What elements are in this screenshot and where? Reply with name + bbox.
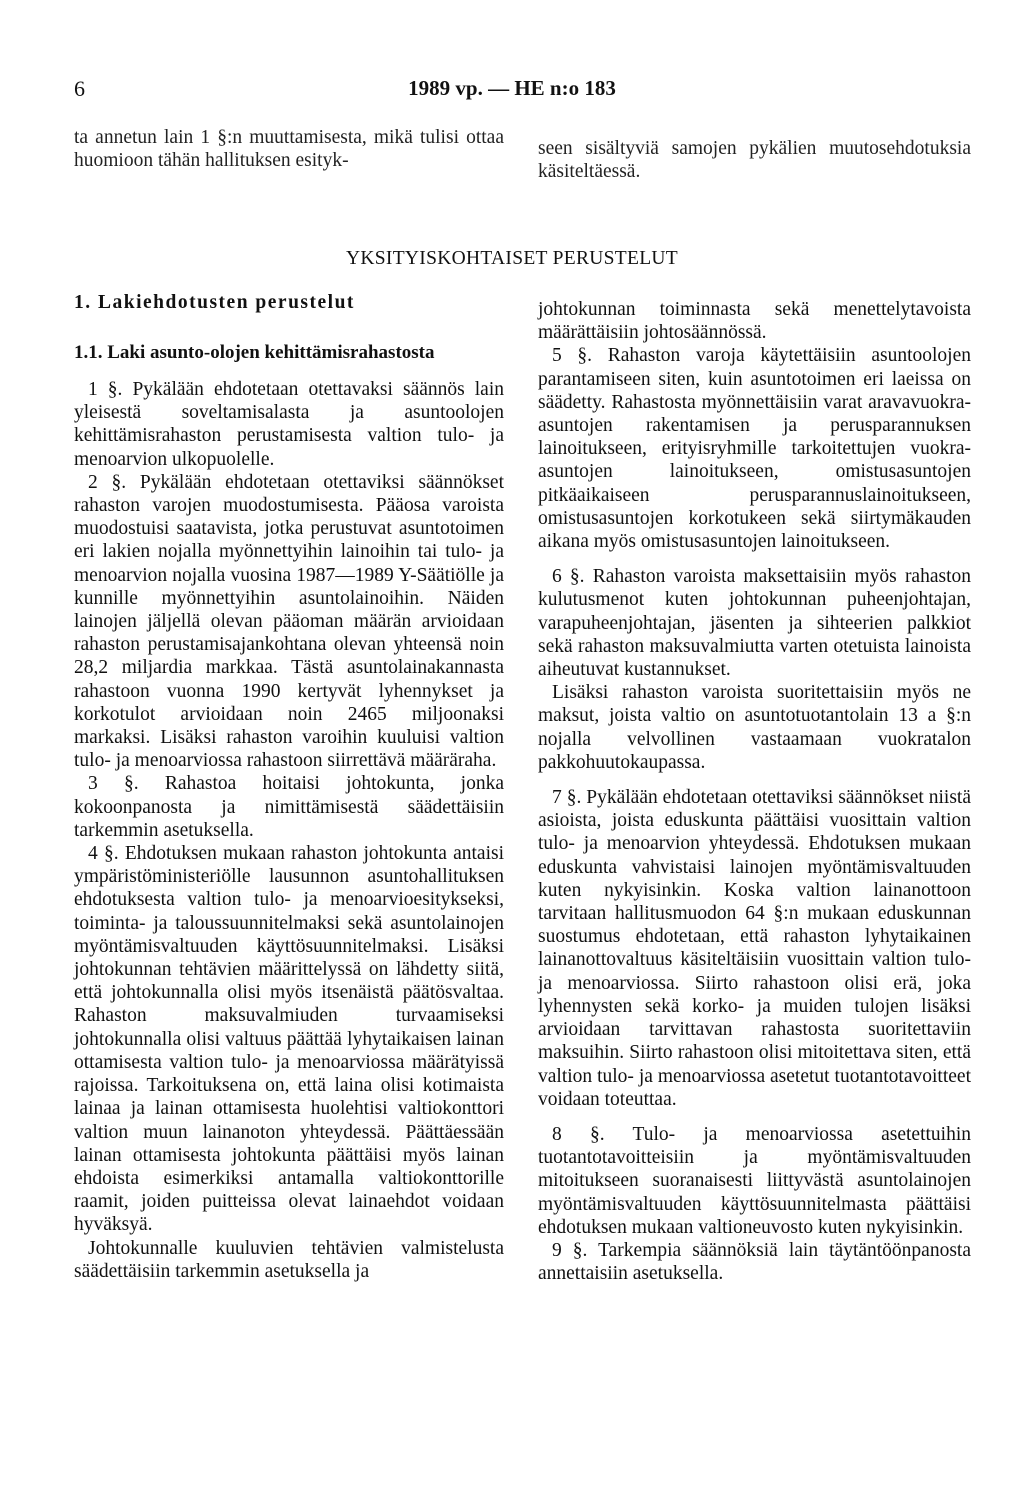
section-title: YKSITYISKOHTAISET PERUSTELUT	[345, 248, 679, 269]
intro-right-column	[538, 137, 971, 183]
paragraph-3-pykala: 3 §. Rahastoa hoitaisi johtokunta, jonka kokoonpanosta ja nimittämisestä säädettäisiin tarkemmin asetuksella.	[74, 773, 504, 841]
paragraph-1-pykala: 1 §. Pykälään ehdotetaan otettavaksi säännös lain yleisestä soveltamisalasta ja asuntoolojen kehittämisrahaston perustamisesta valtion tulo- ja menoarvion ulkopuolelle.	[74, 379, 504, 470]
paragraph-johtokunnalle: Johtokunnalle kuuluvien tehtävien valmistelusta säädettäisiin tarkemmin asetuksella ja	[74, 1237, 504, 1282]
paragraph-lisaksi: Lisäksi rahaston varoista suoritettaisiin myös ne maksut, joista valtio on asuntotuotantolain 13 a §:n nojalla velvollinen vastaamaan vuokratalon pakkohuutokaupassa.	[538, 682, 971, 773]
left-column	[74, 378, 504, 1283]
paragraph-5-pykala: 5 §. Rahaston varoja käytettäisiin asuntoolojen parantamiseen siten, kuin asuntotoimen eri laeissa on säädetty. Rahastosta myönnettäisiin varat aravavuokra-asuntojen rakentamisen ja perusparannuksen lainoitukseen, erityisryhmille tarkoitettujen vuokra-asuntojen lainoitukseen, omistusasuntojen pitkäaikaiseen perusparannuslainoitukseen, omistusasuntojen korkotukeen sekä siirtymäkauden aikana myös omistusasuntojen lainoitukseen.	[538, 345, 971, 553]
paragraph-4-pykala: 4 §. Ehdotuksen mukaan rahaston johtokunta antaisi ympäristöministeriölle lausunnon asuntohallituksen ehdotuksesta valtion tulo- ja menoarvioesitykseksi, toiminta- ja taloussuunnitelmaksi sekä asuntolainojen myöntämisvaltuuden käyttösuunnitelmaksi. Lisäksi johtokunnan tehtävien määrittelyssä on lähdetty siitä, että johtokunnalla olisi myös itsenäistä päätösvaltaa. Rahaston maksuvalmiuden turvaamiseksi johtokunnalla olisi valtuus päättää lyhytaikaisen lainan ottamisesta valtion tulo- ja menoarviossa määrätyissä rajoissa. Tarkoituksena on, että laina olisi kotimaista lainaa ja lainan ottamisesta huolehtisi valtiokonttori valtion muun lainanoton yhteydessä. Päättäessään lainan ottamisesta johtokunta päättäisi myös lainan ehdoista esimerkiksi antamalla valtiokonttorille raamit, joiden puitteissa olevat lainaehdot voidaan hyväksyä.	[74, 843, 504, 1236]
paragraph-johtokunnan-toiminnasta: johtokunnan toiminnasta sekä menettelytavoista määrättäisiin johtosäännössä.	[538, 299, 971, 344]
paragraph-6-pykala: 6 §. Rahaston varoista maksettaisiin myös rahaston kulutusmenot kuten johtokunnan puheenjohtajan, varapuheenjohtajan, jäsenten ja sihteerien palkkiot sekä rahaston maksuvalmiutta varten otetuista lainoista aiheutuvat kustannukset.	[538, 566, 971, 681]
paragraph-2-pykala: 2 §. Pykälään ehdotetaan otettaviksi säännökset rahaston varojen muodostumisesta. Pääosa varoista muodostuisi saatavista, jotka perustuvat asuntotoimen eri lakien nojalla myönnettyihin lainoihin tai tulo- ja menoarvion nojalla vuosina 1987—1989 Y-Säätiölle ja kunnille myönnettyihin asuntolainoihin. Näiden lainojen jäljellä olevan pääoman määrän arvioidaan rahaston perustamisajankohtana olevan yhteensä noin 28,2 miljardia markkaa. Tästä asuntolainakannasta rahastoon vuonna 1990 kertyvät lyhennykset ja korkotulot arvioidaan noin 2465 miljoonaksi markaksi. Lisäksi rahaston varoihin kuuluisi valtion tulo- ja menoarviossa rahastoon siirrettävä määräraha.	[74, 471, 504, 772]
running-header: 1989 vp. — HE n:o 183	[408, 76, 616, 100]
page-number: 6	[74, 76, 85, 101]
heading-laki-asunto-olojen: 1.1. Laki asunto-olojen kehittämisrahastosta	[74, 342, 435, 363]
intro-right-text: seen sisältyviä samojen pykälien muutosehdotuksia käsiteltäessä.	[538, 138, 971, 183]
intro-left-text: ta annetun lain 1 §:n muuttamisesta, mikä tulisi ottaa huomioon tähän hallituksen esityk-	[74, 127, 504, 172]
paragraph-9-pykala: 9 §. Tarkempia säännöksiä lain täytäntöönpanosta annettaisiin asetuksella.	[538, 1239, 971, 1285]
paragraph-8-pykala: 8 §. Tulo- ja menoarviossa asetettuihin tuotantotavoitteisiin ja myöntämisvaltuuden mitoitukseen suoranaisesti liittyvästä asuntolainojen myöntämisvaltuuden käyttösuunnitelmasta päättäisi ehdotuksen mukaan valtioneuvosto kuten nykyisinkin.	[538, 1123, 971, 1238]
intro-left-column	[74, 126, 504, 172]
right-column	[538, 298, 971, 1285]
heading-lakiehdotusten-perustelut: 1. Lakiehdotusten perustelut	[74, 292, 355, 313]
paragraph-7-pykala: 7 §. Pykälään ehdotetaan otettaviksi säännökset niistä asioista, joista eduskunta päättäisi vuosittain valtion tulo- ja menoarvion yhteydessä. Ehdotuksen mukaan eduskunta vahvistaisi lainojen myöntämisvaltuuden kuten nykyisinkin. Koska valtion lainanottoon tarvitaan hallitusmuodon 64 §:n mukaan eduskunnan suostumus ehdotetaan, että rahaston lyhytaikainen lainanottovaltuus käsiteltäisiin vuosittain valtion tulo- ja menoarviossa. Siirto rahastoon olisi erä, joka lyhennysten sekä korko- ja muiden tulojen lisäksi arvioidaan tarvittavan rahastosta suoritettaviin maksuihin. Siirto rahastoon olisi mitoitettava siten, että valtion tulo- ja menoarviossa asetetut tuotantotavoitteet voidaan toteuttaa.	[538, 787, 971, 1110]
